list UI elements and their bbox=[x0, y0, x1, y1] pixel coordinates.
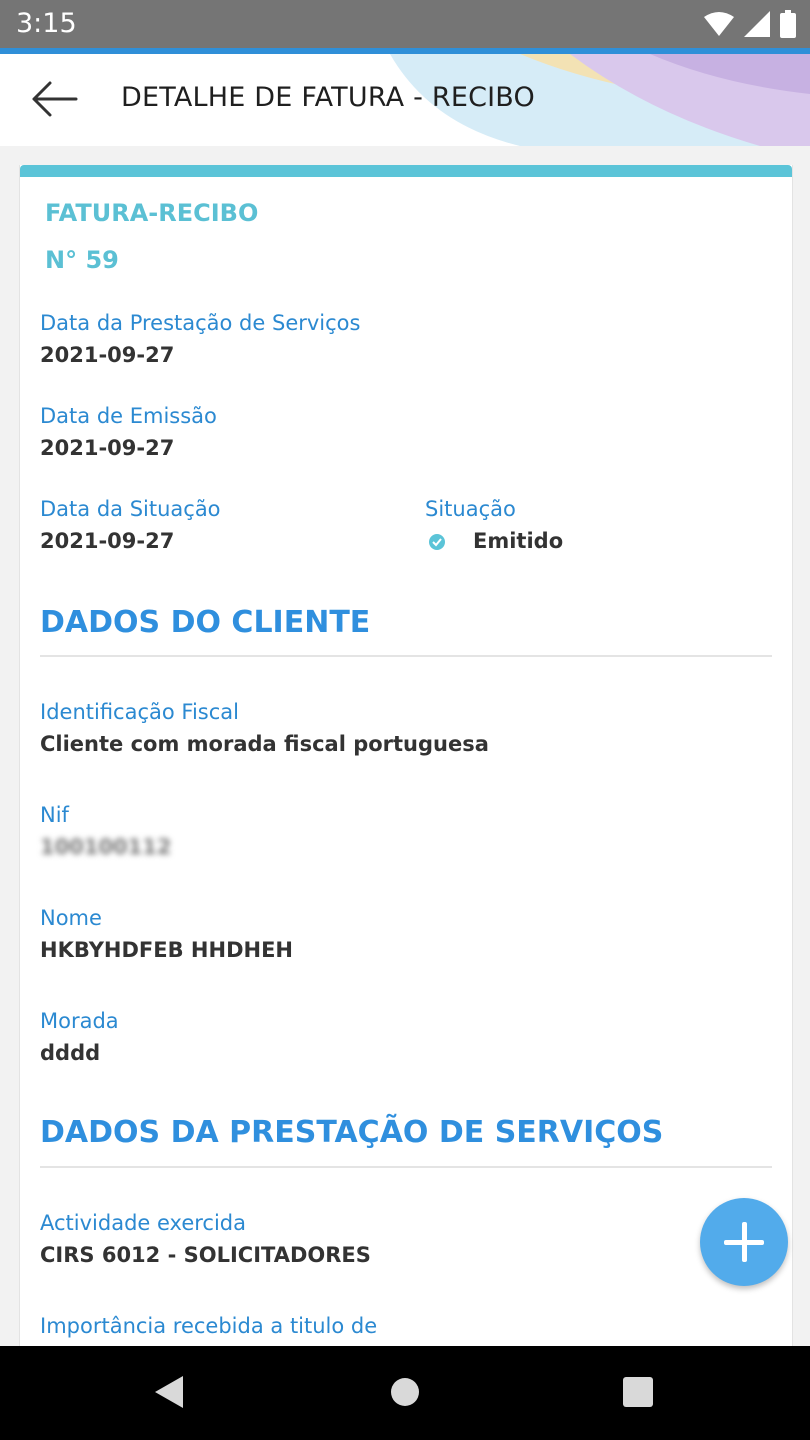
situation-value: Emitido bbox=[473, 529, 564, 553]
received-label: Importância recebida a titulo de bbox=[40, 1314, 378, 1338]
service-section-title: DADOS DA PRESTAÇÃO DE SERVIÇOS bbox=[40, 1115, 664, 1150]
back-button[interactable] bbox=[28, 74, 82, 124]
address-label: Morada bbox=[40, 1009, 119, 1033]
service-section-divider bbox=[40, 1166, 772, 1168]
check-circle-icon bbox=[429, 534, 445, 550]
name-label: Nome bbox=[40, 906, 102, 930]
situation-date-label: Data da Situação bbox=[40, 497, 221, 521]
fiscal-id-value: Cliente com morada fiscal portuguesa bbox=[40, 732, 489, 756]
nav-home-icon[interactable] bbox=[391, 1378, 419, 1406]
arrow-left-icon bbox=[28, 74, 82, 124]
page-title: DETALHE DE FATURA - RECIBO bbox=[121, 82, 535, 113]
app-header bbox=[0, 54, 810, 146]
nav-back-icon[interactable] bbox=[155, 1376, 183, 1408]
issue-date-value: 2021-09-27 bbox=[40, 436, 175, 460]
status-bar bbox=[0, 0, 810, 48]
situation-date-value: 2021-09-27 bbox=[40, 529, 175, 553]
status-icons bbox=[704, 10, 796, 38]
document-type: FATURA-RECIBO bbox=[45, 199, 259, 227]
situation-label: Situação bbox=[425, 497, 516, 521]
fiscal-id-label: Identificação Fiscal bbox=[40, 700, 239, 724]
client-section-divider bbox=[40, 655, 772, 657]
service-date-value: 2021-09-27 bbox=[40, 343, 175, 367]
document-number: N° 59 bbox=[45, 246, 119, 274]
wifi-icon bbox=[704, 11, 734, 37]
card-top-accent bbox=[20, 165, 792, 177]
activity-value: CIRS 6012 - SOLICITADORES bbox=[40, 1243, 371, 1267]
invoice-card bbox=[19, 165, 793, 1366]
activity-label: Actividade exercida bbox=[40, 1211, 247, 1235]
signal-icon bbox=[744, 11, 770, 37]
nav-recents-icon[interactable] bbox=[623, 1377, 653, 1407]
client-section-title: DADOS DO CLIENTE bbox=[40, 605, 371, 640]
name-value: HKBYHDFEB HHDHEH bbox=[40, 938, 294, 962]
nif-value: 100100112 bbox=[40, 835, 172, 859]
nif-label: Nif bbox=[40, 803, 69, 827]
address-value: dddd bbox=[40, 1041, 101, 1065]
add-fab-button[interactable] bbox=[700, 1198, 788, 1286]
service-date-label: Data da Prestação de Serviços bbox=[40, 311, 361, 335]
status-time: 3:15 bbox=[16, 8, 77, 39]
issue-date-label: Data de Emissão bbox=[40, 404, 217, 428]
battery-icon bbox=[780, 10, 796, 38]
